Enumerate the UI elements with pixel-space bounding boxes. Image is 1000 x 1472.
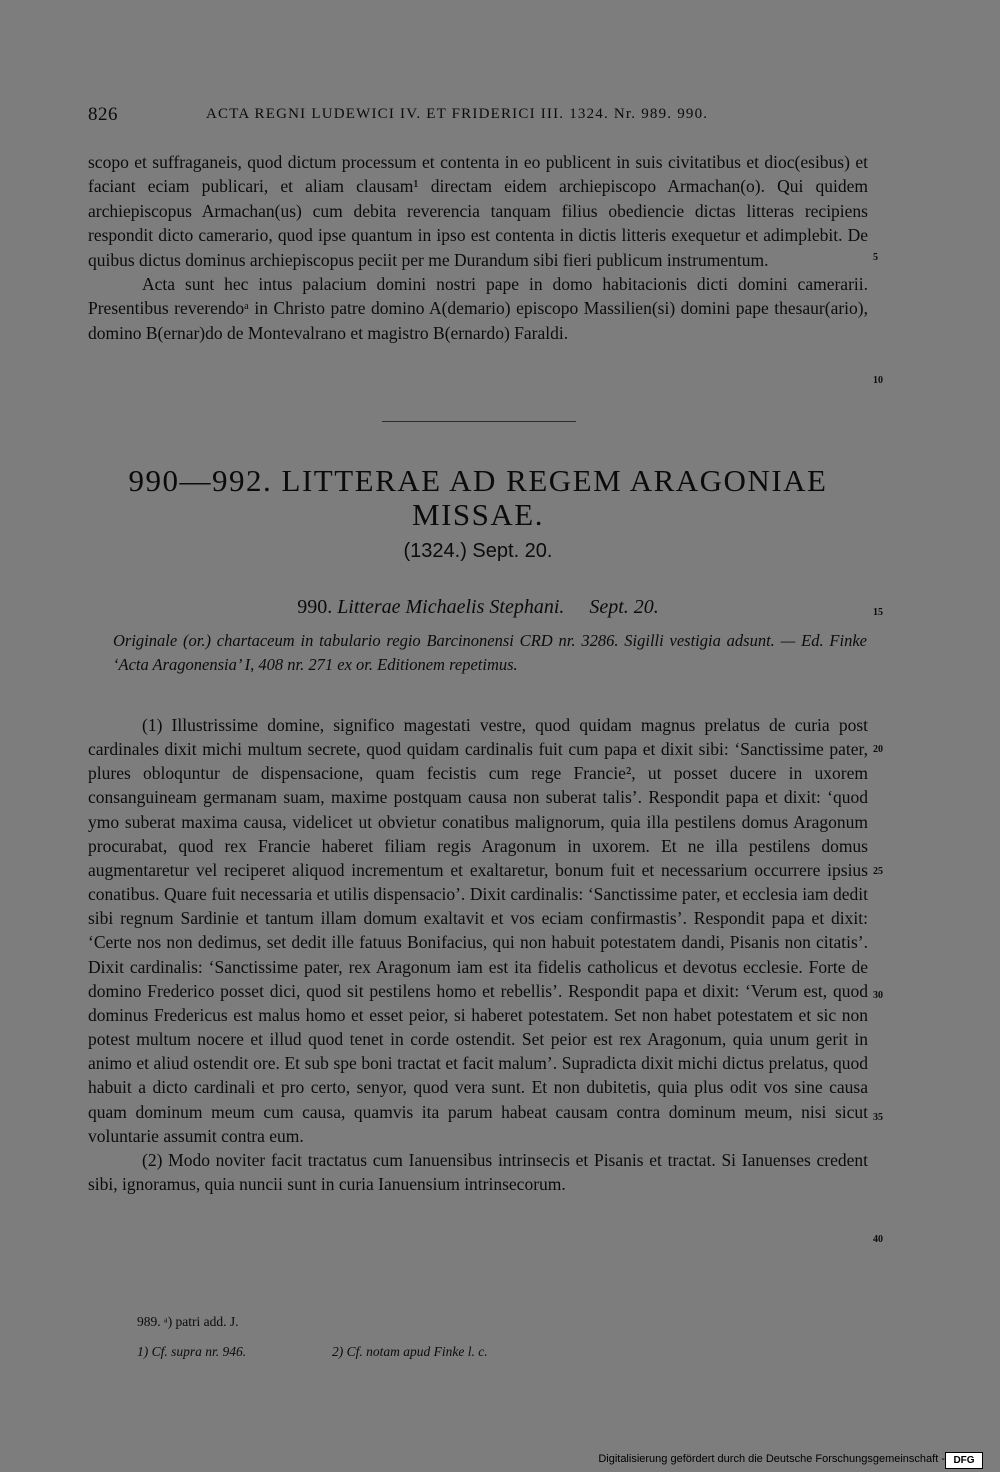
section-divider — [382, 421, 576, 422]
footnote-1: 1) Cf. supra nr. 946. — [137, 1344, 247, 1359]
variant-note: 989. ᵃ) patri add. J. — [137, 1314, 239, 1329]
credit-text: Digitalisierung gefördert durch die Deutsche Forschungsgemeinschaft - — [598, 1453, 945, 1465]
document-date: Sept. 20. — [589, 596, 659, 618]
letter-body — [88, 713, 868, 1196]
page-number: 826 — [88, 104, 118, 125]
line-number: 35 — [873, 1112, 883, 1123]
section-title: 990—992. LITTERAE AD REGEM ARAGONIAE MISSAE. — [128, 463, 828, 532]
line-number: 25 — [873, 866, 883, 877]
line-number: 15 — [873, 607, 883, 618]
letter-paragraph-2: (2) Modo noviter facit tractatus cum Ianuensibus intrinsecis et Pisanis et tractat. Si Ianuenses credent sibi, ignoramus, quia nuncii sunt in curia Ianuensium intrinsecorum. — [88, 1149, 868, 1194]
document-number: 990. — [297, 596, 333, 618]
continued-document-text — [88, 150, 868, 345]
running-title: ACTA REGNI LUDEWICI IV. ET FRIDERICI III. 1324. Nr. 989. 990. — [206, 106, 709, 122]
document-heading — [88, 596, 868, 619]
dfg-logo: DFG — [945, 1452, 983, 1469]
line-number: 10 — [873, 375, 883, 386]
document-title: Litterae Michaelis Stephani. — [337, 596, 565, 618]
line-number: 20 — [873, 744, 883, 755]
digitization-credit — [598, 1450, 983, 1470]
running-header — [88, 104, 872, 132]
line-number: 30 — [873, 990, 883, 1001]
footnote-2: 2) Cf. notam apud Finke l. c. — [332, 1344, 488, 1359]
paragraph-continuation: scopo et suffraganeis, quod dictum processum et contenta in eo publicent in suis civitatibus et dioc(esibus) et faciant eciam publicari, et aliam clausam¹ directam eidem archiepiscopo Armachan(o). Qui quidem archiepiscopus Armachan(us) cum debita reverencia tanquam filius obediencie dictas litteras recipiens respondit dicto camerario, quod ipse quantum in ipso est contenta in dictis litteris exequetur et adimplebit. De quibus dictus dominus archiepiscopus peciit per me Durandum sibi fieri publicum instrumentum. — [88, 152, 868, 270]
letter-paragraph-1: (1) Illustrissime domine, significo magestati vestre, quod quidam magnus prelatus de curia post cardinales dixit michi multum secrete, quod quidam cardinalis fuit cum papa et dixit sibi: ‘Sanctissime pater, plures obloquntur de dispensacione, quam fecistis cum rege Francie², ut posset ducere in uxorem consanguineam germanam suam, maxime postquam causa non suberat talis’. Respondit papa et dixit: ‘quod ymo suberat maxima causa, videlicet ut obvietur conatibus malignorum, quia illa pestilens domus Aragonum procurabat, quod rex Francie haberet filiam regis Aragonum in uxorem. Et ne illa pestilens domus augmentaretur vel reciperet aliquod incrementum et exaltaretur, bonum fuit et necessarium occurrere ipsius conatibus. Quare fuit necessaria et utilis dispensacio’. Dixit cardinalis: ‘Sanctissime pater, et ecclesia iam dedit sibi regnum Sardinie et tantum illam domum exaltavit et vos eciam confirmastis’. Respondit papa et dixit: ‘Certe nos non dedimus, set dedit ille fatuus Bonifacius, qui non habuit potestatem dandi, Pisanis non citatis’. Dixit cardinalis: ‘Sanctissime pater, rex Aragonum iam est ita fidelis catholicus et devotus ecclesie. Forte de domino Frederico posset dici, quod sit pestilens homo et rebellis’. Respondit papa et dixit: ‘Verum est, quod dominus Fredericus est malus homo et esset peior, si haberet potestatem. Set non habet potestatem et sic non potest multum nocere et illud quod tenet in corde ostendit. Set peior est rex Aragonum, quia unum gerit in animo et aliud ostendit ore. Et sub spe boni tractat et facit malum’. Supradicta dixit michi dictus prelatus, quod habuit a dicto cardinali et pro certo, senyor, quod vera sunt. Et non dubitetis, quia plus odit vos sine causa quam dominum meum cum causa, quamvis ita parum habeat causam contra dominum meum, nisi sicut voluntarie assumit contra eum. — [88, 715, 868, 1146]
line-number: 5 — [873, 252, 878, 263]
section-date: (1324.) Sept. 20. — [403, 540, 553, 562]
line-number: 40 — [873, 1234, 883, 1245]
paragraph-acta: Acta sunt hec intus palacium domini nostri pape in domo habitacionis dicti domini camerarii. Presentibus reverendoᵃ in Christo patre domino A(demario) episcopo Massilien(si) domini pape thesaur(ario), domino B(ernar)do de Montevalrano et magistro B(ernardo) Faraldi. — [88, 274, 868, 343]
source-note: Originale (or.) chartaceum in tabulario regio Barcinonensi CRD nr. 3286. Sigilli vestigia adsunt. — Ed. Finke ‘Acta Aragonensia’ I, 408 nr. 271 ex or. Editionem repetimus. — [113, 631, 867, 674]
